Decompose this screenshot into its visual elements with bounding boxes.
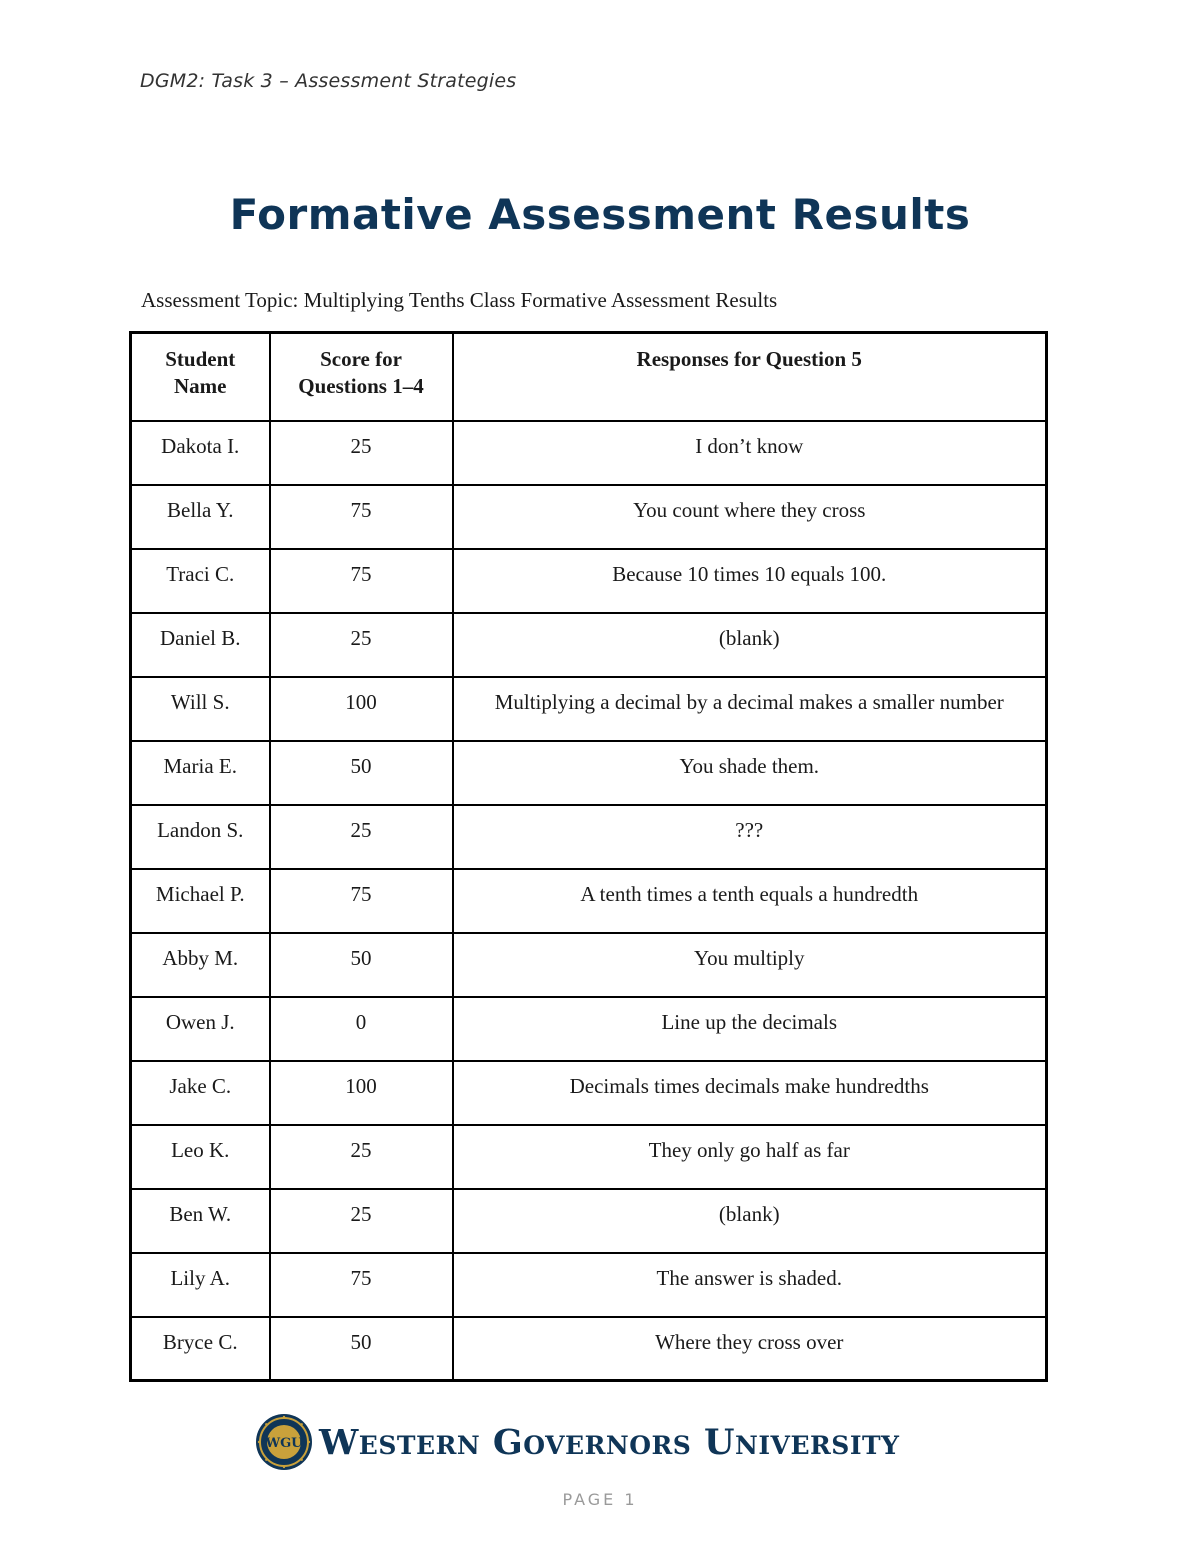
university-name: Western Governors University: [319, 1421, 900, 1463]
response-cell: Decimals times decimals make hundredths: [453, 1061, 1047, 1125]
score-cell: 50: [270, 933, 453, 997]
response-cell: Where they cross over: [453, 1317, 1047, 1381]
score-cell: 25: [270, 1189, 453, 1253]
running-header: DGM2: Task 3 – Assessment Strategies: [140, 70, 517, 92]
table-row: [131, 1061, 1047, 1125]
results-table: [129, 331, 1048, 1382]
score-cell: 0: [270, 997, 453, 1061]
response-cell: (blank): [453, 1189, 1047, 1253]
table-row: [131, 997, 1047, 1061]
response-cell: I don’t know: [453, 421, 1047, 485]
response-cell: The answer is shaded.: [453, 1253, 1047, 1317]
student-name-cell: Bella Y.: [131, 485, 270, 549]
results-table-body: [131, 421, 1047, 1381]
response-cell: Line up the decimals: [453, 997, 1047, 1061]
table-row: [131, 677, 1047, 741]
student-name-cell: Dakota I.: [131, 421, 270, 485]
student-name-cell: Bryce C.: [131, 1317, 270, 1381]
student-name-cell: Ben W.: [131, 1189, 270, 1253]
response-cell: ???: [453, 805, 1047, 869]
student-name-cell: Traci C.: [131, 549, 270, 613]
student-name-cell: Jake C.: [131, 1061, 270, 1125]
score-cell: 25: [270, 1125, 453, 1189]
table-row: [131, 421, 1047, 485]
header-score: [270, 333, 453, 421]
table-row: [131, 869, 1047, 933]
student-name-cell: Michael P.: [131, 869, 270, 933]
student-name-cell: Abby M.: [131, 933, 270, 997]
table-row: [131, 1125, 1047, 1189]
response-cell: You shade them.: [453, 741, 1047, 805]
response-cell: A tenth times a tenth equals a hundredth: [453, 869, 1047, 933]
score-cell: 25: [270, 805, 453, 869]
response-cell: You count where they cross: [453, 485, 1047, 549]
page-number: PAGE 1: [562, 1490, 638, 1509]
university-seal-icon: [255, 1413, 313, 1471]
table-row: [131, 1317, 1047, 1381]
wgu-logo: [255, 1410, 915, 1474]
table-header-row: [131, 333, 1047, 421]
student-name-cell: Will S.: [131, 677, 270, 741]
header-score-label: Score for Questions 1–4: [298, 347, 424, 398]
table-row: [131, 741, 1047, 805]
student-name-cell: Leo K.: [131, 1125, 270, 1189]
header-student-name: [131, 333, 270, 421]
table-row: [131, 613, 1047, 677]
score-cell: 75: [270, 485, 453, 549]
score-cell: 25: [270, 613, 453, 677]
score-cell: 75: [270, 869, 453, 933]
score-cell: 75: [270, 1253, 453, 1317]
page-title: Formative Assessment Results: [229, 190, 971, 239]
student-name-cell: Owen J.: [131, 997, 270, 1061]
student-name-cell: Landon S.: [131, 805, 270, 869]
response-cell: They only go half as far: [453, 1125, 1047, 1189]
student-name-cell: Maria E.: [131, 741, 270, 805]
table-row: [131, 933, 1047, 997]
assessment-topic: Assessment Topic: Multiplying Tenths Class Formative Assessment Results: [141, 288, 778, 312]
score-cell: 100: [270, 1061, 453, 1125]
student-name-cell: Daniel B.: [131, 613, 270, 677]
response-cell: Multiplying a decimal by a decimal makes a smaller number: [453, 677, 1047, 741]
score-cell: 50: [270, 1317, 453, 1381]
student-name-cell: Lily A.: [131, 1253, 270, 1317]
score-cell: 50: [270, 741, 453, 805]
seal-monogram: WGU: [265, 1436, 303, 1451]
score-cell: 75: [270, 549, 453, 613]
table-row: [131, 485, 1047, 549]
header-response-label: Responses for Question 5: [636, 347, 862, 371]
header-student-name-label: Student Name: [165, 347, 236, 398]
score-cell: 100: [270, 677, 453, 741]
table-row: [131, 1253, 1047, 1317]
response-cell: (blank): [453, 613, 1047, 677]
table-row: [131, 805, 1047, 869]
response-cell: You multiply: [453, 933, 1047, 997]
score-cell: 25: [270, 421, 453, 485]
header-response: [453, 333, 1047, 421]
response-cell: Because 10 times 10 equals 100.: [453, 549, 1047, 613]
table-row: [131, 1189, 1047, 1253]
table-row: [131, 549, 1047, 613]
